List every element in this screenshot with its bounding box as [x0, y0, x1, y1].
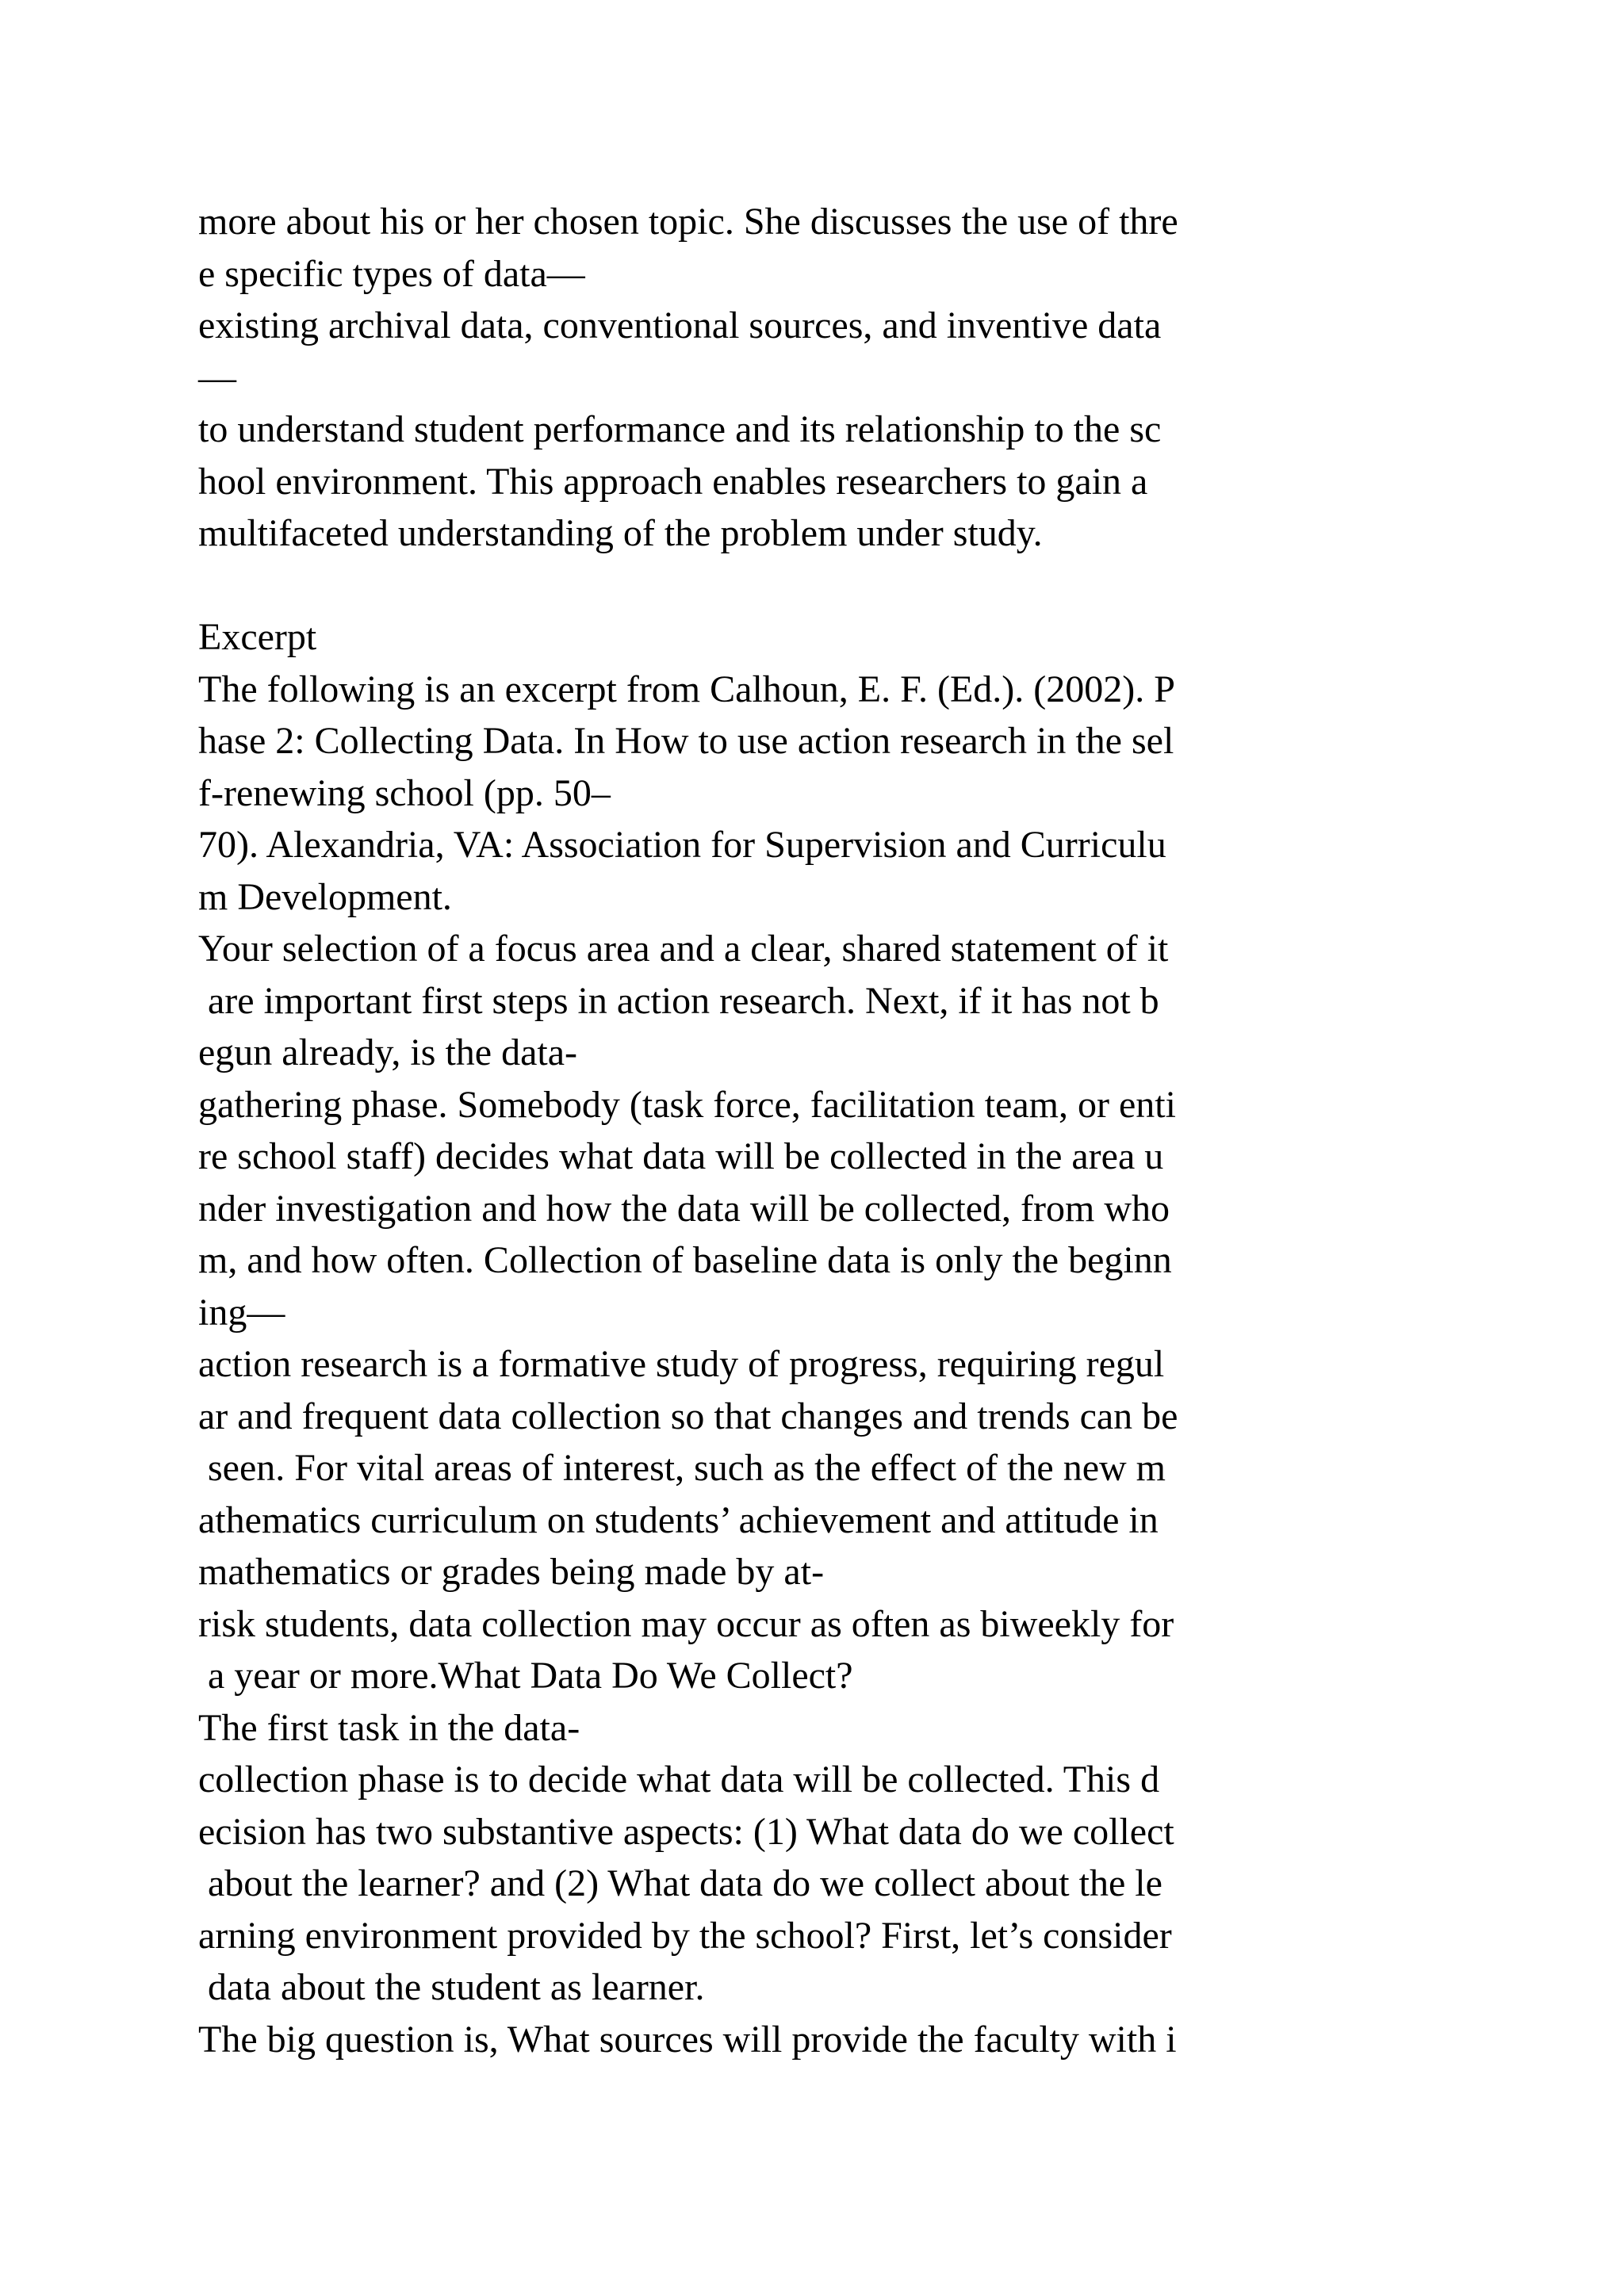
text-line: existing archival data, conventional sources, and inventive data [198, 304, 1162, 346]
text-line: data about the student as learner. [198, 1966, 705, 2008]
text-line: are important first steps in action research. Next, if it has not b [198, 979, 1159, 1022]
text-line: m Development. [198, 875, 452, 918]
text-line: hase 2: Collecting Data. In How to use action research in the sel [198, 720, 1174, 762]
text-line: ing— [198, 1291, 285, 1334]
text-line: a year or more.What Data Do We Collect? [198, 1655, 853, 1697]
section-heading: Excerpt [198, 616, 317, 658]
text-line: The first task in the data- [198, 1706, 580, 1749]
text-line: nder investigation and how the data will be collected, from who [198, 1187, 1170, 1230]
text-line: more about his or her chosen topic. She discusses the use of thre [198, 201, 1178, 243]
text-line: f-renewing school (pp. 50– [198, 771, 611, 814]
text-line: 70). Alexandria, VA: Association for Supervision and Curriculu [198, 824, 1166, 866]
text-line: ecision has two substantive aspects: (1) What data do we collect [198, 1810, 1174, 1853]
text-line: collection phase is to decide what data will be collected. This d [198, 1758, 1160, 1800]
text-line: arning environment provided by the school? First, let’s consider [198, 1914, 1172, 1957]
text-line: risk students, data collection may occur as often as biweekly for [198, 1602, 1174, 1645]
text-line: — [198, 356, 236, 399]
body-text [198, 196, 1483, 2065]
text-line: action research is a formative study of progress, requiring regul [198, 1343, 1165, 1385]
text-line: re school staff) decides what data will be collected in the area u [198, 1135, 1164, 1177]
text-line: e specific types of data— [198, 252, 585, 295]
text-line: multifaceted understanding of the problem under study. [198, 512, 1043, 554]
text-line: mathematics or grades being made by at- [198, 1551, 825, 1593]
text-line: The following is an excerpt from Calhoun, E. F. (Ed.). (2002). P [198, 668, 1175, 710]
text-line: seen. For vital areas of interest, such as the effect of the new m [198, 1447, 1166, 1489]
text-line: Your selection of a focus area and a clear, shared statement of it [198, 928, 1169, 970]
text-line: m, and how often. Collection of baseline data is only the beginn [198, 1239, 1172, 1281]
text-line: egun already, is the data- [198, 1031, 578, 1073]
text-line: athematics curriculum on students’ achievement and attitude in [198, 1498, 1159, 1541]
text-line: about the learner? and (2) What data do we collect about the le [198, 1862, 1162, 1904]
text-line: to understand student performance and its relationship to the sc [198, 408, 1162, 450]
text-line: ar and frequent data collection so that changes and trends can be [198, 1395, 1178, 1437]
paragraph-spacer [198, 560, 1483, 612]
text-line: hool environment. This approach enables researchers to gain a [198, 460, 1148, 503]
text-line: The big question is, What sources will provide the faculty with i [198, 2018, 1177, 2061]
text-line: gathering phase. Somebody (task force, facilitation team, or enti [198, 1083, 1176, 1126]
